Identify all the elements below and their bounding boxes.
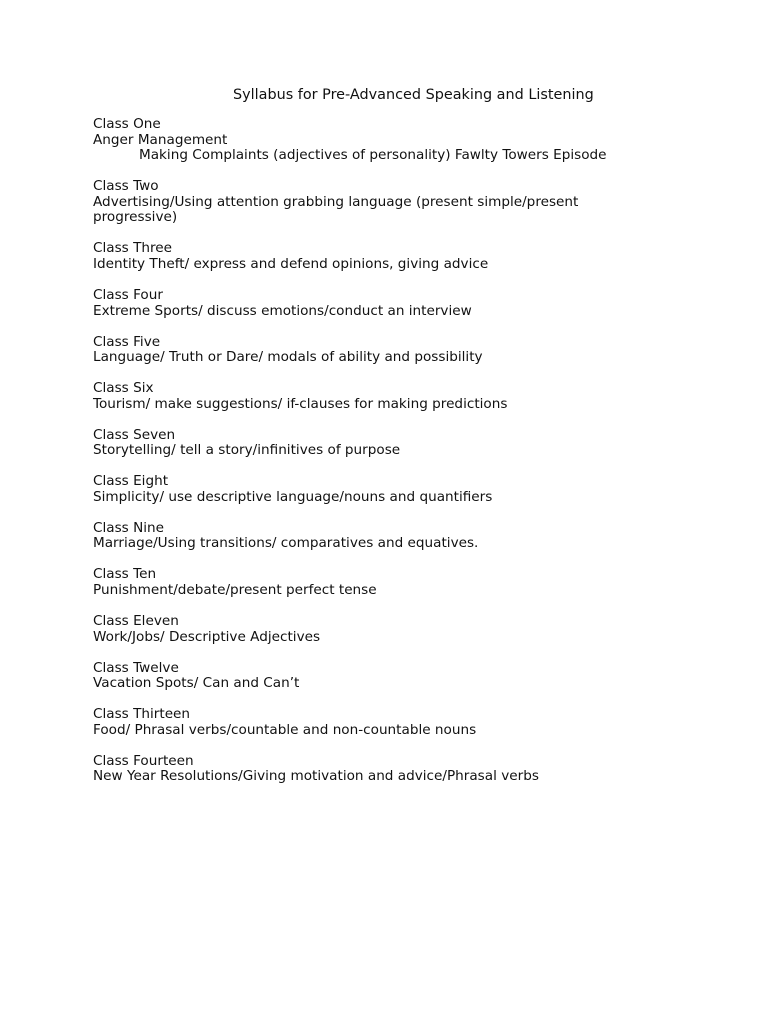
class-heading: Class Six [93, 380, 154, 397]
class-topic: Tourism/ make suggestions/ if-clauses for making predictions [93, 395, 508, 412]
class-block-eight [93, 474, 613, 505]
class-block-nine [93, 521, 613, 552]
class-topic: Marriage/Using transitions/ comparatives and equatives. [93, 535, 479, 552]
class-heading: Class Fourteen [93, 752, 194, 769]
class-topic: Advertising/Using attention grabbing language (present simple/present progressive) [93, 193, 579, 226]
class-block-ten [93, 567, 613, 598]
class-heading: Class Five [93, 333, 161, 350]
syllabus-content [93, 117, 613, 800]
class-topic: Work/Jobs/ Descriptive Adjectives [93, 628, 321, 645]
class-block-four [93, 288, 613, 319]
class-block-one [93, 117, 613, 164]
class-block-five [93, 335, 613, 366]
class-heading: Class Nine [93, 519, 165, 536]
class-heading: Class Twelve [93, 659, 179, 676]
class-block-eleven [93, 614, 613, 645]
class-heading: Class Two [93, 178, 159, 195]
class-heading: Class Eight [93, 473, 169, 490]
class-heading: Class Ten [93, 566, 157, 583]
class-topic: Extreme Sports/ discuss emotions/conduct an interview [93, 302, 472, 319]
class-heading: Class Thirteen [93, 706, 191, 723]
class-subtopic: Making Complaints (adjectives of personality) Fawlty Towers Episode [139, 147, 607, 164]
class-topic: Punishment/debate/present perfect tense [93, 581, 377, 598]
class-topic: Simplicity/ use descriptive language/nouns and quantifiers [93, 488, 493, 505]
class-heading: Class One [93, 116, 161, 132]
class-topic: New Year Resolutions/Giving motivation and advice/Phrasal verbs [93, 768, 539, 785]
class-block-six [93, 381, 613, 412]
class-topic: Food/ Phrasal verbs/countable and non-countable nouns [93, 721, 477, 738]
class-heading: Class Three [93, 240, 173, 257]
class-block-seven [93, 428, 613, 459]
class-heading: Class Seven [93, 426, 176, 443]
class-block-two [93, 179, 613, 226]
class-block-thirteen [93, 707, 613, 738]
class-topic: Identity Theft/ express and defend opinions, giving advice [93, 255, 489, 272]
class-heading: Class Four [93, 286, 163, 303]
class-heading: Class Eleven [93, 612, 179, 629]
class-topic: Language/ Truth or Dare/ modals of ability and possibility [93, 349, 483, 366]
class-block-fourteen [93, 754, 613, 785]
class-block-twelve [93, 661, 613, 692]
class-topic: Anger Management [93, 131, 228, 148]
class-topic: Storytelling/ tell a story/infinitives of purpose [93, 442, 401, 459]
document-title: Syllabus for Pre-Advanced Speaking and Listening [233, 87, 594, 103]
class-topic: Vacation Spots/ Can and Can’t [93, 675, 300, 692]
class-block-three [93, 241, 613, 272]
